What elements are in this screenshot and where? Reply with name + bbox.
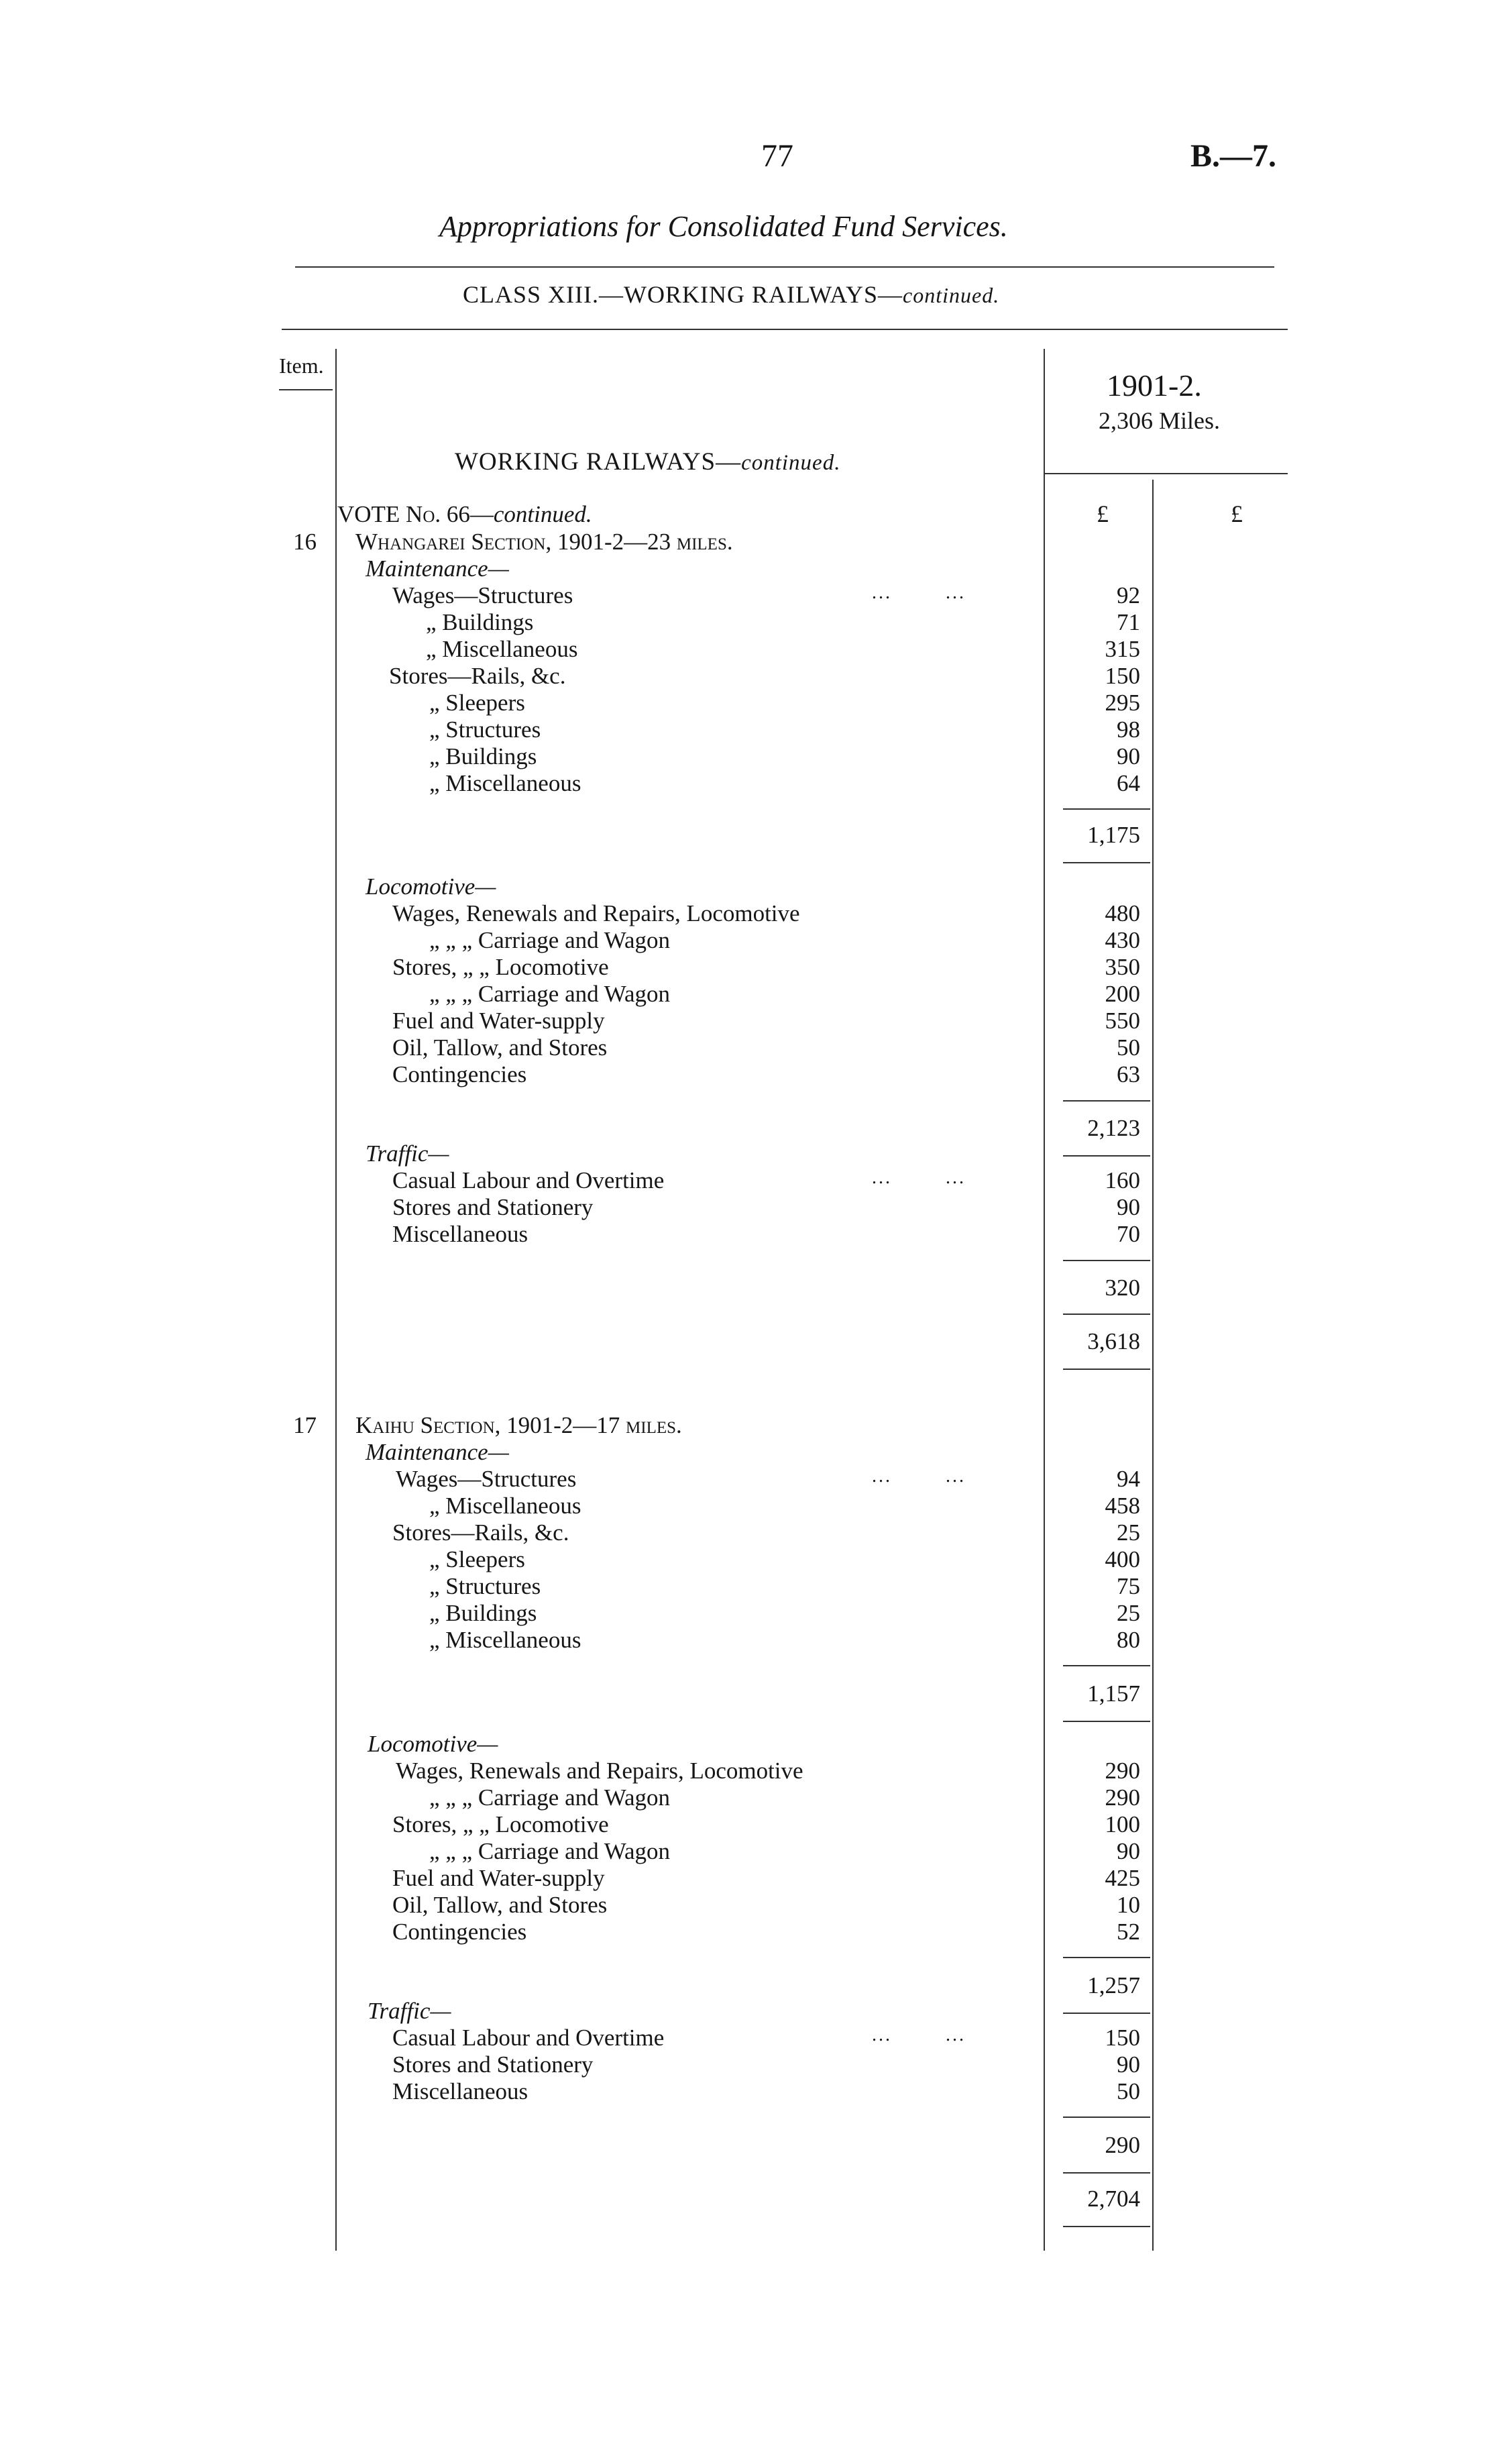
line-amount: 50 <box>1117 1034 1140 1061</box>
line-amount: 90 <box>1117 1194 1140 1220</box>
line-item: Casual Labour and Overtime <box>392 1167 665 1193</box>
line-item: Wages, Renewals and Repairs, Locomotive <box>392 900 800 926</box>
line-item: „ Buildings <box>429 1600 537 1626</box>
subtotal-rule <box>1063 2117 1150 2118</box>
line-amount: 150 <box>1105 2025 1140 2051</box>
line-amount: 160 <box>1105 1167 1140 1193</box>
section-heading-main: WORKING RAILWAYS— <box>455 448 742 476</box>
line-amount: 10 <box>1117 1892 1140 1918</box>
vote-heading <box>337 501 592 528</box>
line-item: „ Sleepers <box>429 690 525 716</box>
locomotive-label: Locomotive— <box>366 873 496 900</box>
traffic-label: Traffic— <box>366 1140 449 1167</box>
leader-dots: ... ... <box>872 1466 966 1487</box>
subtotal-rule <box>1063 2013 1150 2014</box>
locomotive-label: Locomotive— <box>368 1731 498 1757</box>
line-item: „ „ „ Carriage and Wagon <box>429 981 671 1007</box>
subtotal-amount: 1,175 <box>1087 822 1140 848</box>
document-reference: B.—7. <box>1190 138 1277 174</box>
leader-dots: ... ... <box>872 2025 966 2045</box>
header-rule <box>282 329 1288 330</box>
item-number: 16 <box>293 529 317 555</box>
subtotal-amount: 290 <box>1105 2132 1140 2158</box>
subtotal-rule <box>1063 1665 1150 1666</box>
line-amount: 75 <box>1117 1573 1140 1599</box>
line-amount: 52 <box>1117 1919 1140 1945</box>
line-item: „ Buildings <box>426 609 534 635</box>
line-amount: 90 <box>1117 743 1140 769</box>
section-heading <box>455 447 840 476</box>
amount-column-divider <box>1044 349 1045 2251</box>
title-rule <box>295 266 1274 268</box>
line-item: Fuel and Water-supply <box>392 1865 605 1891</box>
line-item: Stores—Rails, &c. <box>389 663 566 689</box>
line-item: Miscellaneous <box>392 1221 528 1247</box>
subtotal-rule <box>1063 1100 1150 1102</box>
currency-pound-1: £ <box>1097 500 1109 527</box>
line-item: „ Structures <box>429 1573 541 1599</box>
leader-dots: ... ... <box>872 582 966 603</box>
line-item: „ Buildings <box>429 743 537 769</box>
line-amount: 94 <box>1117 1466 1140 1492</box>
class-heading-suffix: continued. <box>903 283 1000 307</box>
line-amount: 92 <box>1117 582 1140 608</box>
line-amount: 315 <box>1105 636 1140 662</box>
subtotal-rule <box>1063 1721 1150 1722</box>
line-amount: 64 <box>1117 770 1140 796</box>
traffic-label: Traffic— <box>368 1998 451 2024</box>
line-amount: 290 <box>1105 1758 1140 1784</box>
currency-pound-2: £ <box>1231 500 1243 527</box>
line-amount: 70 <box>1117 1221 1140 1247</box>
line-item: „ Miscellaneous <box>429 770 581 796</box>
item-number: 17 <box>293 1412 317 1438</box>
line-item: Oil, Tallow, and Stores <box>392 1034 608 1061</box>
year-heading: 1901-2. <box>1107 368 1202 403</box>
line-amount: 98 <box>1117 716 1140 743</box>
line-item: Contingencies <box>392 1919 527 1945</box>
line-amount: 430 <box>1105 927 1140 953</box>
item-heading: Kaihu Section, 1901-2—17 miles. <box>355 1412 682 1438</box>
line-amount: 90 <box>1117 1838 1140 1864</box>
line-amount: 90 <box>1117 2051 1140 2078</box>
line-amount: 80 <box>1117 1627 1140 1653</box>
line-item: Wages—Structures <box>392 582 573 608</box>
line-item: „ „ „ Carriage and Wagon <box>429 1784 671 1811</box>
line-amount: 200 <box>1105 981 1140 1007</box>
line-item: Stores—Rails, &c. <box>392 1519 569 1546</box>
class-heading <box>463 280 999 309</box>
subtotal-amount: 320 <box>1105 1275 1140 1301</box>
line-item: Stores, „ „ Locomotive <box>392 1811 609 1837</box>
line-amount: 295 <box>1105 690 1140 716</box>
page-number: 77 <box>761 138 793 174</box>
maintenance-label: Maintenance— <box>366 555 509 582</box>
subtotal-column-divider <box>1152 480 1154 2251</box>
line-amount: 63 <box>1117 1061 1140 1087</box>
line-amount: 25 <box>1117 1600 1140 1626</box>
item-total: 3,618 <box>1087 1328 1140 1354</box>
subtotal-rule <box>1063 1957 1150 1958</box>
page-title: Appropriations for Consolidated Fund Services. <box>439 210 1008 243</box>
line-amount: 290 <box>1105 1784 1140 1811</box>
line-item: Wages—Structures <box>396 1466 577 1492</box>
line-item: „ Sleepers <box>429 1546 525 1572</box>
line-item: Contingencies <box>392 1061 527 1087</box>
total-rule <box>1063 2226 1150 2227</box>
line-amount: 150 <box>1105 663 1140 689</box>
line-item: „ Miscellaneous <box>426 636 578 662</box>
section-heading-suffix: continued. <box>741 451 841 475</box>
vote-heading-suffix: continued. <box>493 501 592 527</box>
total-rule <box>1063 1369 1150 1370</box>
year-header-rule <box>1044 473 1288 474</box>
line-item: Oil, Tallow, and Stores <box>392 1892 608 1918</box>
leader-dots: ... ... <box>872 1167 966 1188</box>
line-amount: 458 <box>1105 1493 1140 1519</box>
line-item: „ Structures <box>429 716 541 743</box>
item-label-rule <box>279 389 333 390</box>
item-heading: Whangarei Section, 1901-2—23 miles. <box>355 529 733 555</box>
item-column-divider <box>335 349 337 2251</box>
vote-heading-main: VOTE No. 66— <box>337 501 494 527</box>
subtotal-rule <box>1063 1155 1150 1157</box>
line-amount: 100 <box>1105 1811 1140 1837</box>
subtotal-amount: 2,123 <box>1087 1115 1140 1141</box>
line-item: „ Miscellaneous <box>429 1627 581 1653</box>
subtotal-rule <box>1063 1260 1150 1261</box>
subtotal-rule <box>1063 1314 1150 1315</box>
line-amount: 25 <box>1117 1519 1140 1546</box>
line-amount: 550 <box>1105 1008 1140 1034</box>
subtotal-rule <box>1063 862 1150 863</box>
item-column-label: Item. <box>279 354 324 378</box>
line-item: Stores and Stationery <box>392 2051 594 2078</box>
miles-heading: 2,306 Miles. <box>1099 407 1221 434</box>
line-item: Stores, „ „ Locomotive <box>392 954 609 980</box>
line-item: „ Miscellaneous <box>429 1493 581 1519</box>
line-item: Wages, Renewals and Repairs, Locomotive <box>396 1758 803 1784</box>
line-amount: 400 <box>1105 1546 1140 1572</box>
line-amount: 425 <box>1105 1865 1140 1891</box>
maintenance-label: Maintenance— <box>366 1439 509 1465</box>
line-item: Stores and Stationery <box>392 1194 594 1220</box>
subtotal-amount: 1,257 <box>1087 1972 1140 1998</box>
line-amount: 71 <box>1117 609 1140 635</box>
line-amount: 350 <box>1105 954 1140 980</box>
line-amount: 480 <box>1105 900 1140 926</box>
line-item: „ „ „ Carriage and Wagon <box>429 927 671 953</box>
line-item: „ „ „ Carriage and Wagon <box>429 1838 671 1864</box>
line-item: Casual Labour and Overtime <box>392 2025 665 2051</box>
subtotal-rule <box>1063 808 1150 810</box>
subtotal-amount: 1,157 <box>1087 1680 1140 1707</box>
line-item: Fuel and Water-supply <box>392 1008 605 1034</box>
item-total: 2,704 <box>1087 2186 1140 2212</box>
subtotal-rule <box>1063 2172 1150 2174</box>
class-heading-main: CLASS XIII.—WORKING RAILWAYS— <box>463 281 903 308</box>
line-item: Miscellaneous <box>392 2078 528 2104</box>
line-amount: 50 <box>1117 2078 1140 2104</box>
